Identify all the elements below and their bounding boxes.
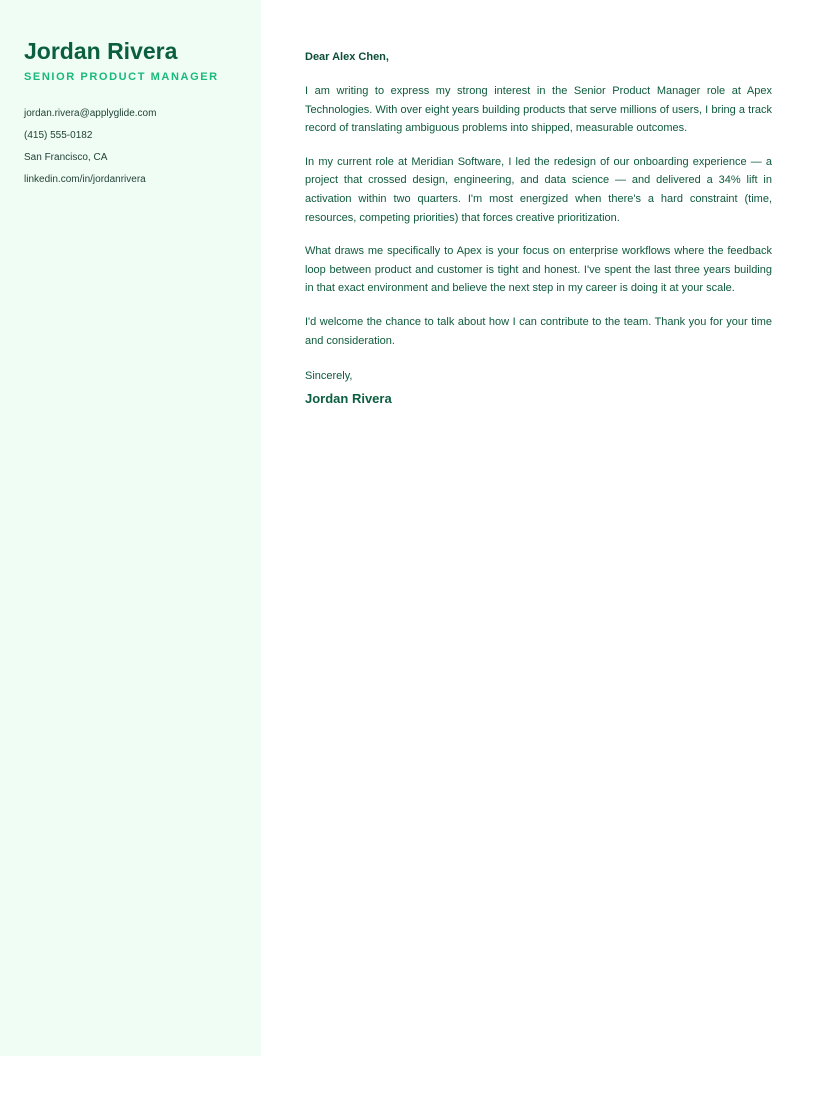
letter-body (305, 49, 772, 406)
contact-linkedin: linkedin.com/in/jordanrivera (24, 174, 146, 185)
contact-location: San Francisco, CA (24, 152, 108, 163)
paragraph: In my current role at Meridian Software, I led the redesign of our onboarding experience — a project that crossed design, engineering, and data science — and delivered a 34% lift in activation within two quarters. I'm most energized when there's a hard constraint (time, resources, competing priorities) that forces creative prioritization. (305, 155, 772, 224)
applicant-name: Jordan Rivera (24, 38, 178, 64)
applicant-title: SENIOR PRODUCT MANAGER (24, 71, 219, 83)
contact-phone: (415) 555-0182 (24, 130, 93, 141)
contact-email: jordan.rivera@applyglide.com (24, 108, 157, 119)
sidebar (0, 0, 261, 1056)
contact-list (24, 107, 156, 195)
paragraph: I am writing to express my strong interest in the Senior Product Manager role at Apex Technologies. With over eight years building products that serve millions of users, I bring a track record of translating ambiguous problems into shipped, measurable outcomes. (305, 85, 772, 135)
signature: Jordan Rivera (305, 391, 392, 407)
greeting: Dear Alex Chen, (305, 51, 389, 63)
paragraph: I'd welcome the chance to talk about how I can contribute to the team. Thank you for your time and consideration. (305, 315, 772, 347)
paragraph: What draws me specifically to Apex is your focus on enterprise workflows where the feedback loop between product and customer is tight and honest. I've spent the last three years building in that exact environment and believe the next step in my career is doing it at your scale. (305, 245, 772, 295)
closing: Sincerely, (305, 370, 353, 383)
